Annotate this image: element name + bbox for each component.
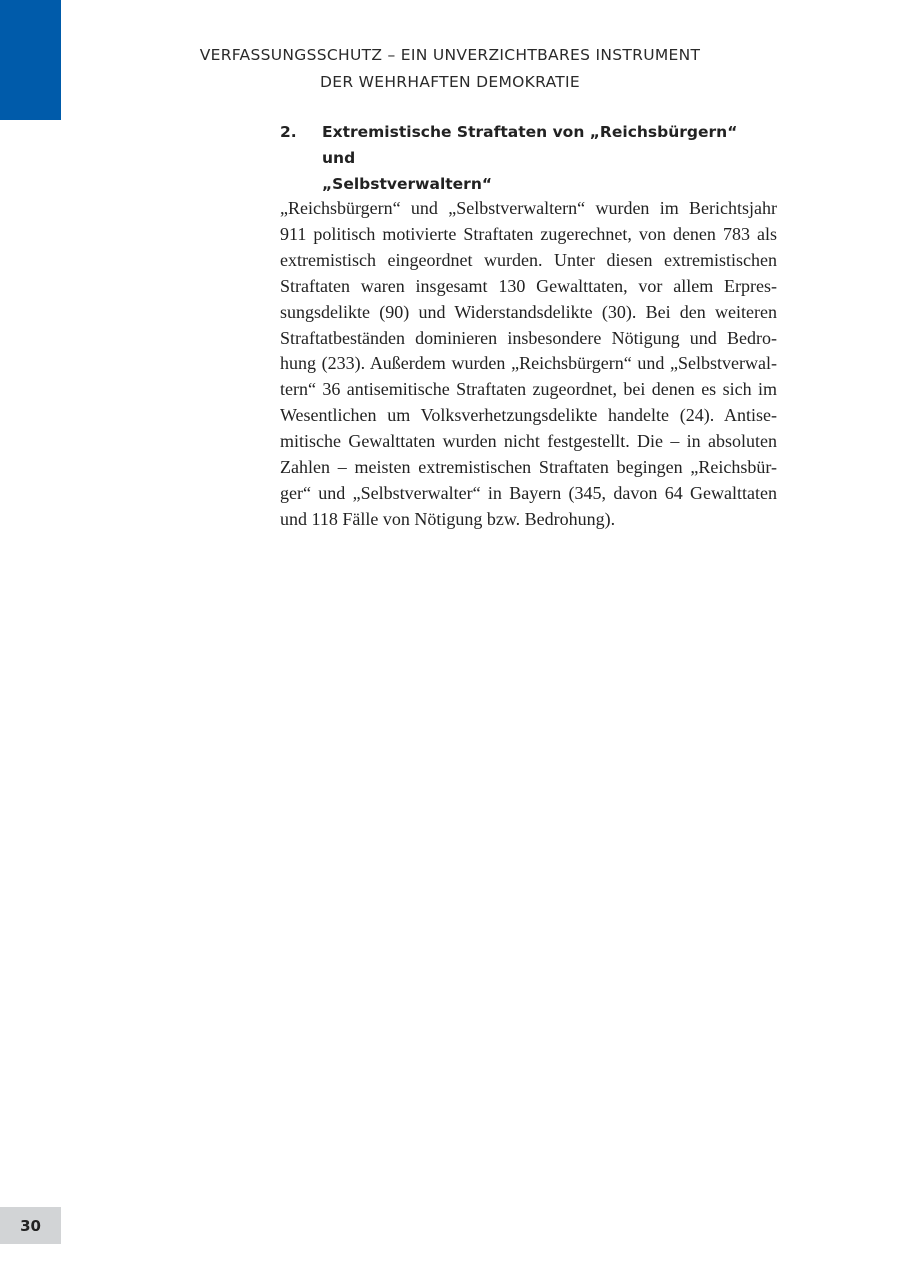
- section-number: 2.: [280, 123, 297, 141]
- body-line: ger“ und „Selbstverwalter“ in Bayern (345, davon 64 Gewalttaten: [280, 482, 777, 503]
- body-line: Zahlen – meisten extremistischen Straftaten begingen „Reichsbür-: [280, 457, 777, 478]
- section-title-line-2: „Selbstverwaltern“: [322, 175, 493, 193]
- body-line: mitische Gewalttaten wurden nicht festgestellt. Die – in absoluten: [280, 431, 777, 452]
- body-line: tern“ 36 antisemitische Straftaten zugeordnet, bei denen es sich im: [280, 379, 777, 400]
- body-line: und 118 Fälle von Nötigung bzw. Bedrohung).: [280, 508, 616, 529]
- body-line: extremistisch eingeordnet wurden. Unter diesen extremistischen: [280, 249, 777, 270]
- page-number-box: [0, 1207, 61, 1244]
- page-number: 30: [20, 1216, 41, 1235]
- section-title: [322, 119, 742, 197]
- body-line: 911 politisch motivierte Straftaten zugerechnet, von denen 783 als: [280, 223, 777, 244]
- body-line: „Reichsbürgern“ und „Selbstverwaltern“ wurden im Berichtsjahr: [280, 198, 777, 218]
- body-line: Wesentlichen um Volksverhetzungsdelikte handelte (24). Antise-: [280, 405, 777, 426]
- body-line: hung (233). Außerdem wurden „Reichsbürgern“ und „Selbstverwal-: [280, 353, 777, 374]
- body-line: Straftaten waren insgesamt 130 Gewalttaten, vor allem Erpres-: [280, 275, 777, 296]
- running-header-line-2: DER WEHRHAFTEN DEMOKRATIE: [320, 73, 580, 91]
- body-paragraph: [280, 196, 777, 533]
- section-title-line-1: Extremistische Straftaten von „Reichsbürgern“ und: [322, 123, 738, 167]
- running-header-line-1: VERFASSUNGSSCHUTZ – EIN UNVERZICHTBARES INSTRUMENT: [199, 46, 701, 64]
- running-header: [180, 42, 720, 96]
- body-line: sungsdelikte (90) und Widerstandsdelikte (30). Bei den weiteren: [280, 301, 777, 322]
- body-line: Straftatbeständen dominieren insbesondere Nötigung und Bedro-: [280, 327, 777, 348]
- blue-edge-tab: [0, 0, 61, 120]
